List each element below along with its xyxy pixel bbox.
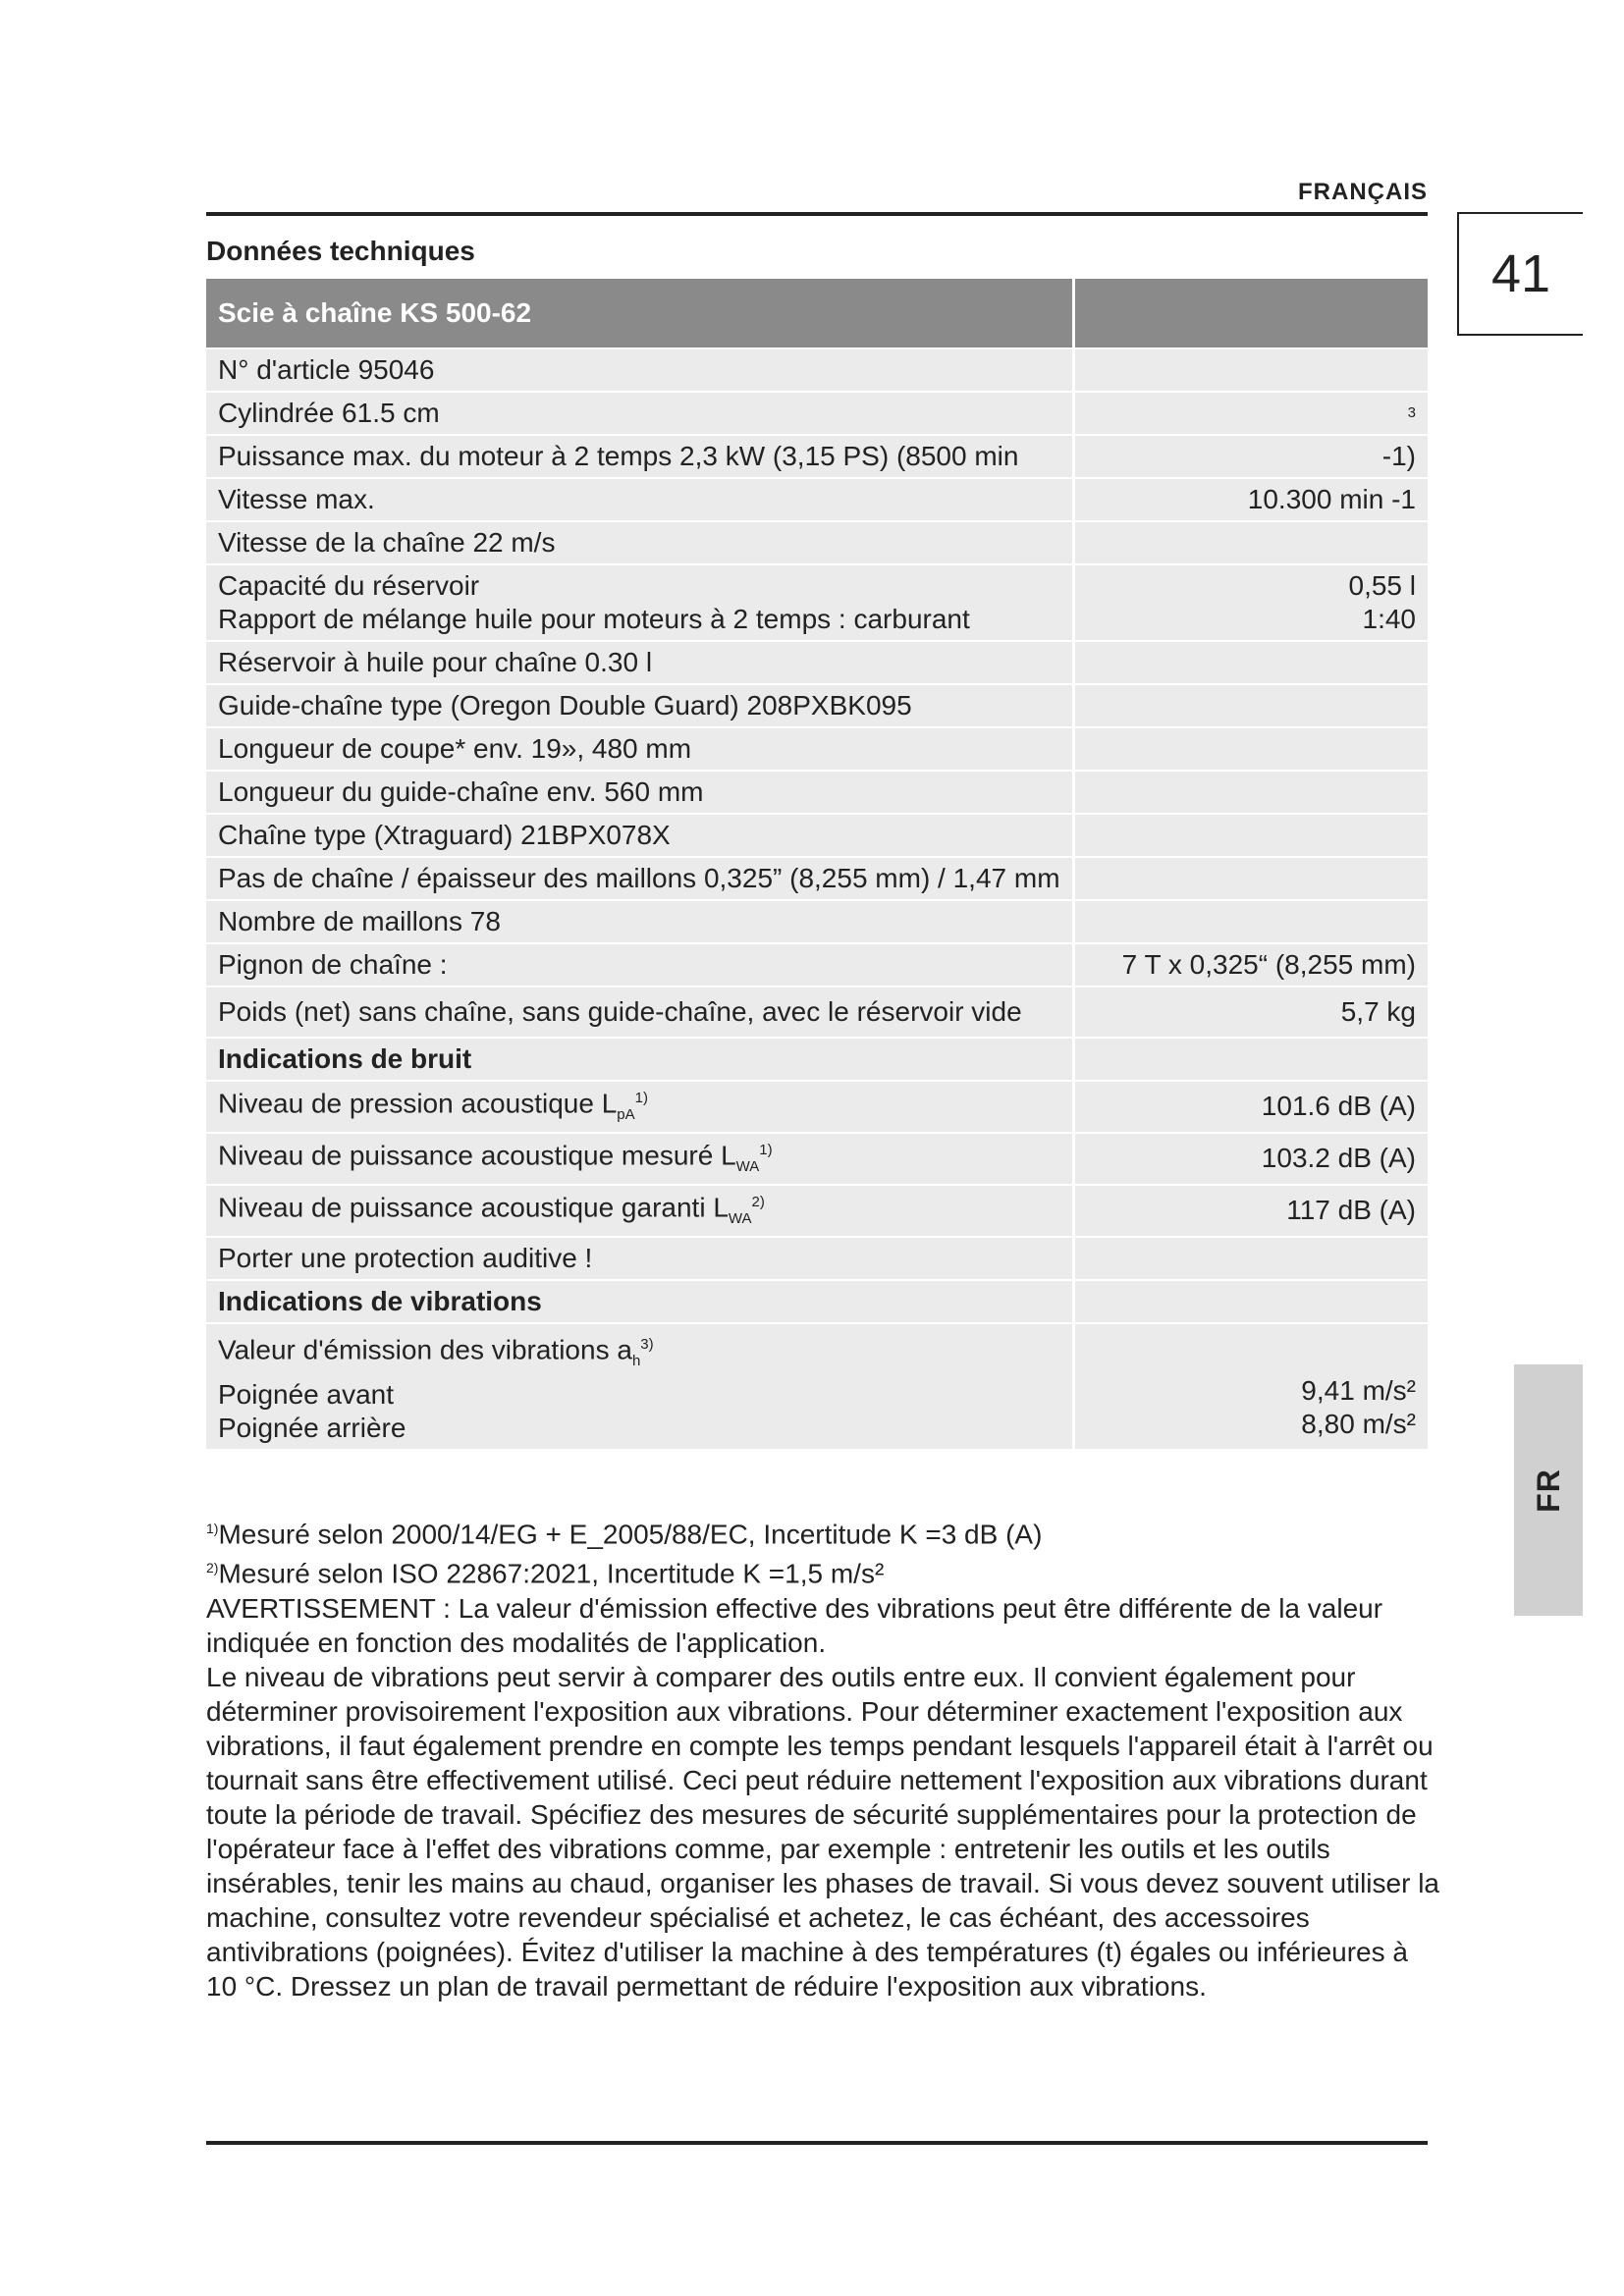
table-row: Capacité du réservoir Rapport de mélange huile pour moteurs à 2 temps : carburant 0,55 l 1:40 <box>206 565 1428 642</box>
table-row: Puissance max. du moteur à 2 temps 2,3 kW (3,15 PS) (8500 min -1) <box>206 436 1428 479</box>
table-row: Niveau de pression acoustique $L_{pA}^{1)}$ 101.6 dB (A) <box>206 1082 1428 1134</box>
table-row: Niveau de puissance acoustique garanti $L_{WA}^{2)}$ 117 dB (A) <box>206 1186 1428 1238</box>
table-row: Longueur de coupe* env. 19», 480 mm <box>206 728 1428 772</box>
footnote-2: $^{2)}$Mesuré selon ISO 22867:2021, Incertitude K =1,5 m/s² <box>206 1558 885 1589</box>
table-row: Pas de chaîne / épaisseur des maillons 0,325” (8,255 mm) / 1,47 mm <box>206 858 1428 901</box>
table-row: Chaîne type (Xtraguard) 21BPX078X <box>206 815 1428 858</box>
noise-section-title: Indications de bruit <box>206 1039 1075 1082</box>
warning-text: AVERTISSEMENT : La valeur d'émission effective des vibrations peut être différente de la valeur indiquée en fonction des modalités de l'application. <box>206 1592 1383 1658</box>
table-row: Vitesse max. 10.300 min -1 <box>206 479 1428 522</box>
language-tab <box>1514 1364 1583 1616</box>
table-header-row <box>206 279 1428 349</box>
body-text: Le niveau de vibrations peut servir à comparer des outils entre eux. Il convient également pour déterminer provisoirement l'exposition aux vibrations. Pour déterminer exactement l'exposition aux vibrations, il faut également prendre en compte les temps pendant lesquels l'appareil était à l'arrêt ou tournait sans être effectivement utilisé. Ceci peut réduire nettement l'exposition aux vibrations durant toute la période de travail. Spécifiez des mesures de sécurité supplémentaires pour la protection de l'opérateur face à l'effet des vibrations comme, par exemple : entretenir les outils et les outils insérables, tenir les mains au chaud, organiser les phases de travail. Si vous devez souvent utiliser la machine, consultez votre revendeur spécialisé et achetez, le cas échéant, des accessoires antivibrations (poignées). Évitez d'utiliser la machine à des températures (t) égales ou inférieures à 10 °C. Dressez un plan de travail permettant de réduire l'exposition aux vibrations. <box>206 1661 1439 2002</box>
top-rule <box>206 212 1428 216</box>
table-row: Longueur du guide-chaîne env. 560 mm <box>206 772 1428 815</box>
bottom-rule <box>206 2141 1428 2145</box>
vibration-section-row <box>206 1281 1428 1324</box>
table-row: Valeur d'émission des vibrations $a_h^{3)}$ Poignée avant Poignée arrière 9,41 m/s² 8,80 m/s² <box>206 1324 1428 1451</box>
table-row: Réservoir à huile pour chaîne 0.30 l <box>206 642 1428 685</box>
technical-data-table <box>206 279 1428 1451</box>
section-title: Données techniques <box>206 236 475 266</box>
table-row: Guide-chaîne type (Oregon Double Guard) 208PXBK095 <box>206 685 1428 728</box>
language-header: FRANÇAIS <box>1298 179 1428 205</box>
footnote-1: $^{1)}$Mesuré selon 2000/14/EG + E_2005/88/EC, Incertitude K =3 dB (A) <box>206 1519 1043 1550</box>
table-row: Cylindrée 61.5 cm $^3$ <box>206 393 1428 436</box>
table-row: N° d'article 95046 <box>206 349 1428 393</box>
product-name: Scie à chaîne KS 500-62 <box>206 279 1075 349</box>
table-row: Porter une protection auditive ! <box>206 1238 1428 1281</box>
table-row: Pignon de chaîne : 7 T x 0,325“ (8,255 mm) <box>206 944 1428 988</box>
noise-section-row <box>206 1039 1428 1082</box>
vibration-section-title: Indications de vibrations <box>206 1281 1075 1324</box>
page-number: 41 <box>1457 212 1583 336</box>
notes <box>206 1512 1439 2003</box>
table-row: Nombre de maillons 78 <box>206 901 1428 944</box>
language-tab-label: FR <box>1530 1468 1566 1513</box>
table-row: Niveau de puissance acoustique mesuré $L_{WA}^{1)}$ 103.2 dB (A) <box>206 1134 1428 1186</box>
table-row: Vitesse de la chaîne 22 m/s <box>206 522 1428 565</box>
table-row: Poids (net) sans chaîne, sans guide-chaîne, avec le réservoir vide 5,7 kg <box>206 988 1428 1039</box>
